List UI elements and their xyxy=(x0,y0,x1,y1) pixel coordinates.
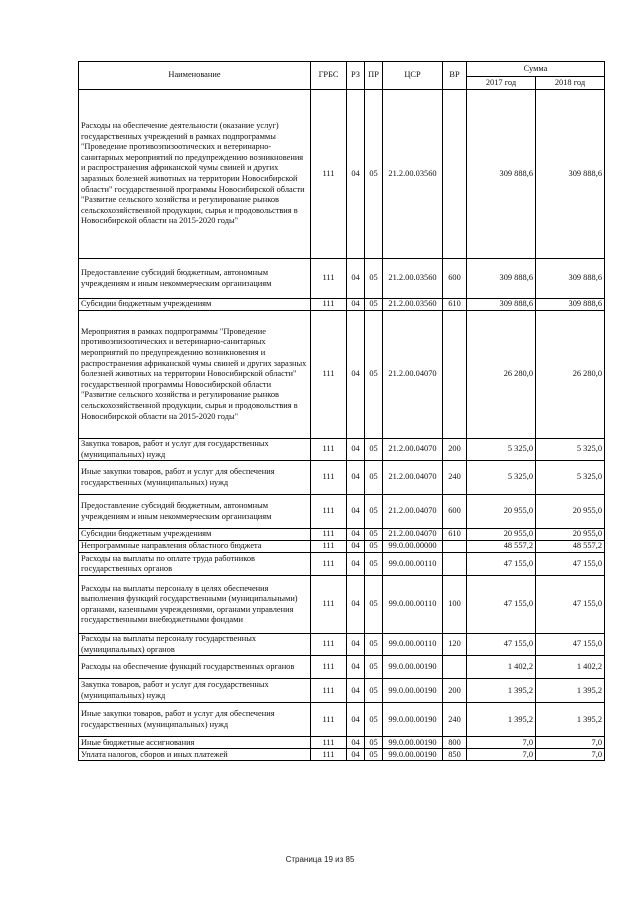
row-sum-2017: 309 888,6 xyxy=(467,90,536,259)
row-sum-2017: 5 325,0 xyxy=(467,439,536,461)
row-name: Субсидии бюджетным учреждениям xyxy=(79,529,311,541)
table-row xyxy=(79,749,605,761)
row-name: Мероприятия в рамках подпрограммы "Проведение противоэпизоотических и ветеринарно-санитарных мероприятий по предупреждению возникновения и распространения африканской чумы свиней и других заразных болезней животных на территории Новосибирской области" государственной программы Новосибирской области "Развитие сельского хозяйства и регулирование рынков сельскохозяйственной продукции, сырья и продовольствия в Новосибирской области на 2015-2020 годы" xyxy=(79,311,311,439)
row-rz: 04 xyxy=(347,439,365,461)
row-sum-2017: 1 395,2 xyxy=(467,679,536,703)
row-name: Расходы на выплаты персоналу в целях обеспечения выполнения функций государственными (муниципальными) органами, казенными учреждениями, органами управления государственными внебюджетными фондами xyxy=(79,576,311,634)
row-rz: 04 xyxy=(347,749,365,761)
row-csr: 21.2.00.03560 xyxy=(383,259,443,299)
row-name: Субсидии бюджетным учреждениям xyxy=(79,299,311,311)
table-row xyxy=(79,529,605,541)
row-pr: 05 xyxy=(365,299,383,311)
row-csr: 99.0.00.00190 xyxy=(383,737,443,749)
budget-table xyxy=(78,61,605,761)
table-row xyxy=(79,541,605,553)
header-sum: Сумма xyxy=(467,62,605,77)
row-name: Иные закупки товаров, работ и услуг для обеспечения государственных (муниципальных) нужд xyxy=(79,461,311,495)
row-sum-2018: 7,0 xyxy=(536,737,605,749)
row-grbs: 111 xyxy=(311,461,347,495)
row-name: Уплата налогов, сборов и иных платежей xyxy=(79,749,311,761)
row-grbs: 111 xyxy=(311,311,347,439)
row-csr: 99.0.00.00190 xyxy=(383,656,443,679)
row-name: Предоставление субсидий бюджетным, автономным учреждениям и иным некоммерческим организациям xyxy=(79,495,311,529)
row-rz: 04 xyxy=(347,299,365,311)
row-csr: 21.2.00.04070 xyxy=(383,461,443,495)
row-sum-2017: 309 888,6 xyxy=(467,259,536,299)
row-rz: 04 xyxy=(347,703,365,737)
row-sum-2018: 309 888,6 xyxy=(536,90,605,259)
row-grbs: 111 xyxy=(311,90,347,259)
row-grbs: 111 xyxy=(311,259,347,299)
header-rz: РЗ xyxy=(347,62,365,90)
row-sum-2017: 5 325,0 xyxy=(467,461,536,495)
row-vr xyxy=(443,541,467,553)
row-sum-2018: 47 155,0 xyxy=(536,634,605,656)
row-pr: 05 xyxy=(365,495,383,529)
row-grbs: 111 xyxy=(311,576,347,634)
row-vr: 200 xyxy=(443,439,467,461)
table-row xyxy=(79,495,605,529)
row-sum-2017: 1 395,2 xyxy=(467,703,536,737)
row-vr: 240 xyxy=(443,461,467,495)
row-vr: 100 xyxy=(443,576,467,634)
table-row xyxy=(79,703,605,737)
table-row xyxy=(79,90,605,259)
row-grbs: 111 xyxy=(311,703,347,737)
row-sum-2017: 20 955,0 xyxy=(467,529,536,541)
row-csr: 21.2.00.03560 xyxy=(383,90,443,259)
table-row xyxy=(79,439,605,461)
row-name: Расходы на обеспечение деятельности (оказание услуг) государственных учреждений в рамках подпрограммы "Проведение противоэпизоотических и ветеринарно-санитарных мероприятий по предупреждению возникновения и распространения африканской чумы свиней и других заразных болезней животных на территории Новосибирской области" государственной программы Новосибирской области "Развитие сельского хозяйства и регулирование рынков сельскохозяйственной продукции, сырья и продовольствия в Новосибирской области на 2015-2020 годы" xyxy=(79,90,311,259)
table-row xyxy=(79,679,605,703)
row-rz: 04 xyxy=(347,737,365,749)
header-row xyxy=(79,62,605,77)
header-pr: ПР xyxy=(365,62,383,90)
row-vr: 850 xyxy=(443,749,467,761)
row-rz: 04 xyxy=(347,576,365,634)
row-vr: 800 xyxy=(443,737,467,749)
row-csr: 99.0.00.00110 xyxy=(383,634,443,656)
row-pr: 05 xyxy=(365,529,383,541)
row-csr: 99.0.00.00190 xyxy=(383,679,443,703)
row-sum-2017: 309 888,6 xyxy=(467,299,536,311)
row-csr: 21.2.00.04070 xyxy=(383,311,443,439)
row-sum-2018: 48 557,2 xyxy=(536,541,605,553)
row-grbs: 111 xyxy=(311,634,347,656)
row-name: Закупка товаров, работ и услуг для государственных (муниципальных) нужд xyxy=(79,679,311,703)
header-2018: 2018 год xyxy=(536,77,605,90)
row-grbs: 111 xyxy=(311,541,347,553)
table-row xyxy=(79,461,605,495)
row-sum-2018: 1 395,2 xyxy=(536,703,605,737)
row-pr: 05 xyxy=(365,461,383,495)
row-rz: 04 xyxy=(347,529,365,541)
table-body xyxy=(79,90,605,761)
row-pr: 05 xyxy=(365,576,383,634)
row-sum-2018: 20 955,0 xyxy=(536,529,605,541)
row-pr: 05 xyxy=(365,553,383,576)
row-sum-2017: 26 280,0 xyxy=(467,311,536,439)
header-2017: 2017 год xyxy=(467,77,536,90)
row-pr: 05 xyxy=(365,703,383,737)
row-sum-2017: 1 402,2 xyxy=(467,656,536,679)
row-pr: 05 xyxy=(365,311,383,439)
table-row xyxy=(79,656,605,679)
row-csr: 99.0.00.00110 xyxy=(383,576,443,634)
row-rz: 04 xyxy=(347,311,365,439)
row-vr: 610 xyxy=(443,299,467,311)
row-sum-2017: 48 557,2 xyxy=(467,541,536,553)
row-csr: 99.0.00.00110 xyxy=(383,553,443,576)
row-vr xyxy=(443,553,467,576)
row-csr: 99.0.00.00190 xyxy=(383,749,443,761)
page-number: Страница 19 из 85 xyxy=(285,855,355,864)
row-grbs: 111 xyxy=(311,737,347,749)
table-row xyxy=(79,299,605,311)
row-name: Закупка товаров, работ и услуг для государственных (муниципальных) нужд xyxy=(79,439,311,461)
row-sum-2018: 26 280,0 xyxy=(536,311,605,439)
row-pr: 05 xyxy=(365,634,383,656)
row-grbs: 111 xyxy=(311,553,347,576)
row-grbs: 111 xyxy=(311,749,347,761)
row-csr: 21.2.00.04070 xyxy=(383,495,443,529)
row-rz: 04 xyxy=(347,541,365,553)
row-vr xyxy=(443,311,467,439)
header-name: Наименование xyxy=(79,62,311,90)
row-sum-2018: 20 955,0 xyxy=(536,495,605,529)
row-vr: 610 xyxy=(443,529,467,541)
row-vr: 200 xyxy=(443,679,467,703)
row-rz: 04 xyxy=(347,656,365,679)
table-row xyxy=(79,311,605,439)
row-vr: 120 xyxy=(443,634,467,656)
row-rz: 04 xyxy=(347,553,365,576)
row-sum-2018: 1 395,2 xyxy=(536,679,605,703)
row-rz: 04 xyxy=(347,461,365,495)
table-row xyxy=(79,634,605,656)
row-csr: 99.0.00.00190 xyxy=(383,703,443,737)
table-row xyxy=(79,576,605,634)
row-name: Предоставление субсидий бюджетным, автономным учреждениям и иным некоммерческим организациям xyxy=(79,259,311,299)
row-name: Расходы на обеспечение функций государственных органов xyxy=(79,656,311,679)
row-sum-2018: 309 888,6 xyxy=(536,259,605,299)
row-pr: 05 xyxy=(365,259,383,299)
row-grbs: 111 xyxy=(311,679,347,703)
row-grbs: 111 xyxy=(311,656,347,679)
row-pr: 05 xyxy=(365,749,383,761)
row-pr: 05 xyxy=(365,656,383,679)
row-pr: 05 xyxy=(365,541,383,553)
row-csr: 99.0.00.00000 xyxy=(383,541,443,553)
row-grbs: 111 xyxy=(311,529,347,541)
row-sum-2017: 47 155,0 xyxy=(467,553,536,576)
row-rz: 04 xyxy=(347,634,365,656)
row-grbs: 111 xyxy=(311,299,347,311)
row-grbs: 111 xyxy=(311,439,347,461)
row-sum-2017: 20 955,0 xyxy=(467,495,536,529)
row-pr: 05 xyxy=(365,737,383,749)
row-sum-2018: 1 402,2 xyxy=(536,656,605,679)
header-grbs: ГРБС xyxy=(311,62,347,90)
row-vr xyxy=(443,90,467,259)
row-csr: 21.2.00.04070 xyxy=(383,439,443,461)
row-rz: 04 xyxy=(347,259,365,299)
row-name: Расходы на выплаты по оплате труда работников государственных органов xyxy=(79,553,311,576)
row-vr: 240 xyxy=(443,703,467,737)
row-vr xyxy=(443,656,467,679)
row-pr: 05 xyxy=(365,90,383,259)
row-sum-2018: 47 155,0 xyxy=(536,576,605,634)
row-name: Непрограммные направления областного бюджета xyxy=(79,541,311,553)
row-sum-2017: 47 155,0 xyxy=(467,576,536,634)
row-name: Иные бюджетные ассигнования xyxy=(79,737,311,749)
row-name: Расходы на выплаты персоналу государственных (муниципальных) органов xyxy=(79,634,311,656)
row-rz: 04 xyxy=(347,90,365,259)
row-vr: 600 xyxy=(443,495,467,529)
row-csr: 21.2.00.04070 xyxy=(383,529,443,541)
row-vr: 600 xyxy=(443,259,467,299)
row-pr: 05 xyxy=(365,439,383,461)
table-row xyxy=(79,259,605,299)
row-sum-2018: 7,0 xyxy=(536,749,605,761)
row-grbs: 111 xyxy=(311,495,347,529)
row-pr: 05 xyxy=(365,679,383,703)
table-row xyxy=(79,737,605,749)
row-sum-2017: 47 155,0 xyxy=(467,634,536,656)
row-name: Иные закупки товаров, работ и услуг для обеспечения государственных (муниципальных) нужд xyxy=(79,703,311,737)
row-sum-2018: 5 325,0 xyxy=(536,461,605,495)
row-sum-2018: 309 888,6 xyxy=(536,299,605,311)
row-sum-2018: 47 155,0 xyxy=(536,553,605,576)
table-row xyxy=(79,553,605,576)
header-vr: ВР xyxy=(443,62,467,90)
row-sum-2017: 7,0 xyxy=(467,749,536,761)
row-csr: 21.2.00.03560 xyxy=(383,299,443,311)
row-sum-2018: 5 325,0 xyxy=(536,439,605,461)
row-rz: 04 xyxy=(347,495,365,529)
header-csr: ЦСР xyxy=(383,62,443,90)
row-rz: 04 xyxy=(347,679,365,703)
row-sum-2017: 7,0 xyxy=(467,737,536,749)
